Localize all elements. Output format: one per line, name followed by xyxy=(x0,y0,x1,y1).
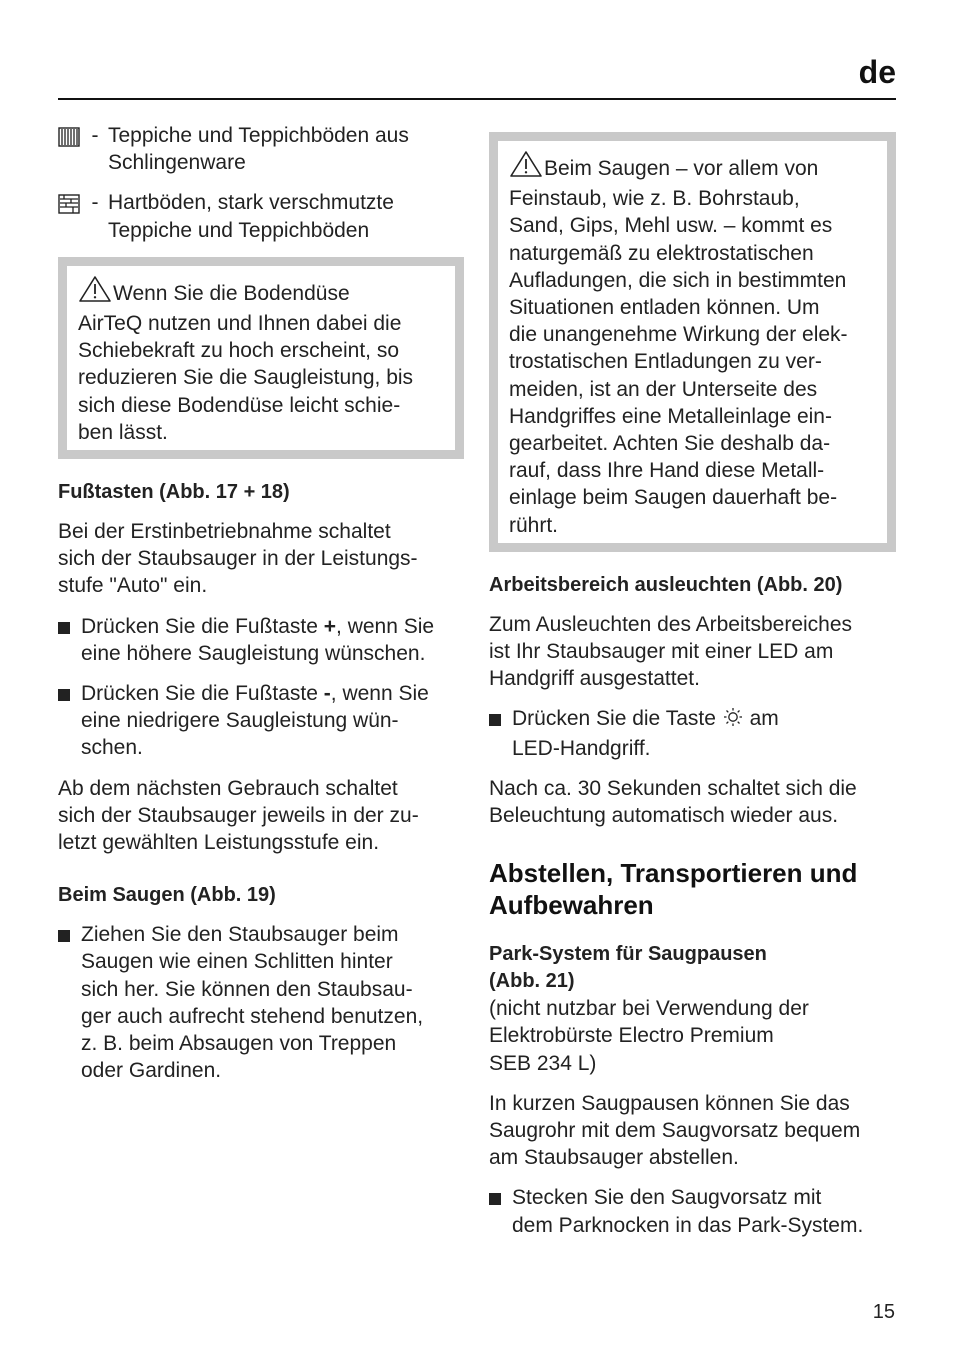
heading-beim-saugen: Beim Saugen (Abb. 19) xyxy=(58,884,276,907)
page-number: 15 xyxy=(872,1301,895,1323)
bullet-square-icon xyxy=(58,921,81,1084)
paragraph-fusstasten-outro: Ab dem nächsten Gebrauch schaltet sich der Staubsauger jeweils in der zu- letzt gewählten Leistungsstufe ein. xyxy=(58,776,419,855)
warning-box-electrostatic xyxy=(489,132,896,552)
symbol-item-text: Hartböden, stark verschmutzte Teppiche und Teppichböden xyxy=(108,191,394,242)
heading-park-system: Park-System für Saugpausen (Abb. 21) xyxy=(489,943,767,993)
warning-triangle-icon xyxy=(509,150,543,185)
symbol-item-carpet xyxy=(58,122,464,176)
carpet-loop-symbol-icon xyxy=(58,122,82,176)
list-item-text: Drücken Sie die Fußtaste -, wenn Sie eine niedrigere Saugleistung wün- schen. xyxy=(81,682,429,760)
symbol-item-hardfloor xyxy=(58,189,464,243)
right-column xyxy=(489,132,896,1252)
symbol-dash: - xyxy=(91,191,99,215)
paragraph-fusstasten-intro: Bei der Erstinbetriebnahme schaltet sich der Staubsauger in der Leistungs- stufe "Auto" ein. xyxy=(58,520,418,598)
light-bulb-icon xyxy=(722,707,744,734)
list-item-text: Ziehen Sie den Staubsauger beim Saugen wie einen Schlitten hinter sich her. Sie können den Staubsau- ger auch aufrecht stehend benutzen, z. B. beim Absaugen von Treppen oder Gardinen. xyxy=(81,923,424,1083)
warning-text: Wenn Sie die Bodendüse AirTeQ nutzen und Ihnen dabei die Schiebekraft zu hoch erscheint, so reduzieren Sie die Saugleistung, bis sich diese Bodendüse leicht schie- ben lässt. xyxy=(78,275,444,446)
list-item-text: Stecken Sie den Saugvorsatz mit dem Parknocken in das Park-System. xyxy=(512,1186,864,1237)
heading-arbeitsbereich: Arbeitsbereich ausleuchten (Abb. 20) xyxy=(489,573,843,596)
list-item-text: Drücken Sie die Fußtaste +, wenn Sie eine höhere Saugleistung wünschen. xyxy=(81,614,435,665)
paragraph-led-outro: Nach ca. 30 Sekunden schaltet sich die Beleuchtung automatisch wieder aus. xyxy=(489,776,857,828)
bullet-square-icon xyxy=(58,680,81,762)
bullet-square-icon xyxy=(489,1184,512,1238)
list-item xyxy=(58,921,464,1084)
symbol-item-text: Teppiche und Teppichböden aus Schlingenware xyxy=(108,124,409,175)
left-column xyxy=(58,122,464,1097)
list-item xyxy=(489,705,896,761)
warning-text: Beim Saugen – vor allem von Feinstaub, wie z. B. Bohrstaub, Sand, Gips, Mehl usw. – kommt es naturgemäß zu elektrostatischen Aufladungen, die sich in bestimmten Situationen entladen können. Um die unangenehme Wirkung der elek- trostatischen Entladungen zu ver- meiden, ist an der Unterseite des Handgriffes eine Metalleinlage ein- gearbeitet. Achten Sie deshalb da- rauf, dass Ihre Hand diese Metall- einlage beim Saugen dauerhaft be- rührt. xyxy=(509,150,876,539)
symbol-dash: - xyxy=(91,124,99,147)
section-heading-abstellen: Abstellen, Transportieren und Aufbewahren xyxy=(489,858,858,921)
warning-box-airteq xyxy=(58,257,464,459)
paragraph-park-note: (nicht nutzbar bei Verwendung der Elektrobürste Electro Premium SEB 234 L) xyxy=(489,997,809,1075)
bullet-square-icon xyxy=(489,705,512,761)
list-item xyxy=(58,680,464,762)
list-item-text: Drücken Sie die Taste am LED-Handgriff. xyxy=(512,707,779,760)
warning-triangle-icon xyxy=(78,275,112,310)
language-tag: de xyxy=(858,54,896,90)
header-rule xyxy=(58,98,896,100)
list-item xyxy=(58,613,464,667)
hard-floor-symbol-icon xyxy=(58,189,82,243)
paragraph-led-intro: Zum Ausleuchten des Arbeitsbereiches ist Ihr Staubsauger mit einer LED am Handgriff ausgestattet. xyxy=(489,612,853,691)
paragraph-park-text: In kurzen Saugpausen können Sie das Saugrohr mit dem Saugvorsatz bequem am Staubsauger abstellen. xyxy=(489,1091,861,1170)
list-item xyxy=(489,1184,896,1238)
bullet-square-icon xyxy=(58,613,81,667)
heading-fusstasten: Fußtasten (Abb. 17 + 18) xyxy=(58,481,290,504)
